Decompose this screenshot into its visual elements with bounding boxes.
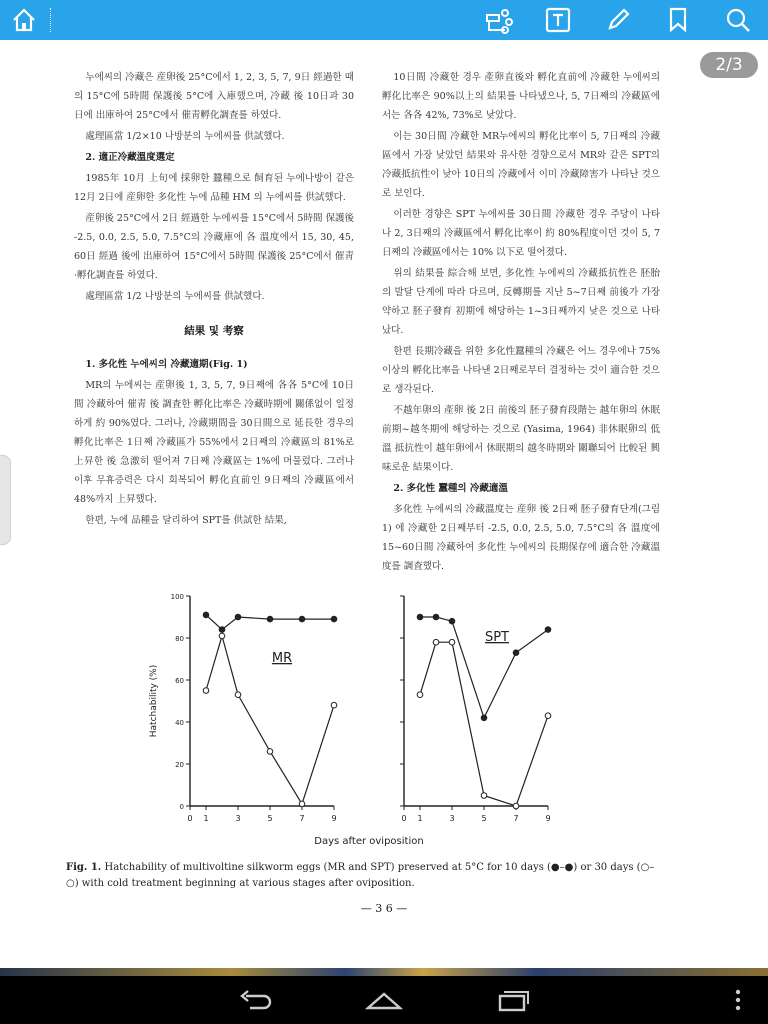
paragraph: 産卵後 25°C에서 2日 經過한 누에씨를 15°C에서 5時間 保護後 -2.5, 0.0, 2.5, 5.0, 7.5°C의 冷藏庫에 各 溫度에서 15, 30, 45, 60日 經過 後에 出庫하여 15°C에서 5時間 保護後 25°C에서 催靑·孵化調査를 하였다. [74, 213, 354, 281]
overflow-menu-icon[interactable] [718, 984, 758, 1016]
paragraph: 10日間 冷藏한 경우 產卵直後와 孵化直前에 冷藏한 누에씨의 孵化比率은 90%以上의 結果를 나타냈으나, 5, 7日째의 冷藏區에서는 各各 42%, 73%로 낮았다. [382, 72, 660, 121]
page-number: — 3 6 — [360, 902, 408, 915]
caption-text: Hatchability of multivoltine silkworm eggs (MR and SPT) preserved at 5°C for 10 days (●–●) or 30 days (○–○) with cold treatment beginning at various stages after oviposition. [66, 862, 655, 889]
search-icon[interactable] [722, 4, 754, 36]
caption-label: Fig. 1. [66, 862, 102, 873]
data-point [513, 803, 519, 809]
home-icon[interactable] [360, 984, 408, 1016]
side-drawer-handle[interactable] [0, 455, 11, 545]
x-tick-label: 3 [235, 814, 241, 823]
x-tick-label: 5 [267, 814, 273, 823]
paragraph: 處理區當 1/2×10 나방분의 누에씨를 供試했다. [85, 131, 285, 142]
section-heading: 1. 多化性 누에씨의 冷藏適期(Fig. 1) [85, 359, 248, 370]
data-point [219, 633, 225, 639]
paragraph: 處理區當 1/2 나방분의 누에씨를 供試했다. [85, 291, 265, 302]
paragraph: 이러한 경향은 SPT 누에씨를 30日間 冷藏한 경우 주당이 나타나 2, 3日째의 冷藏區에서 孵化比率이 約 80%程度이던 것이 5, 7日째의 冷藏區에서는 10% 以下로 떨어졌다. [382, 209, 660, 258]
y-tick-label: 80 [175, 635, 184, 643]
data-point [449, 618, 455, 624]
data-point [235, 692, 241, 698]
paragraph: 1985年 10月 上旬에 採卵한 蠶種으로 飼育된 누에나방이 같은 12月 2日에 産卵한 多化性 누에 品種 HM 의 누에씨를 供試했다. [74, 173, 354, 203]
x-tick-label: 1 [203, 814, 209, 823]
page-indicator: 2/3 [700, 52, 758, 78]
ad-banner-strip [0, 968, 768, 976]
data-point [299, 801, 305, 807]
app-toolbar [0, 0, 768, 40]
x-tick-label: 7 [513, 814, 519, 823]
x-tick-label: 1 [417, 814, 423, 823]
data-point [267, 749, 273, 755]
y-tick-label: 40 [175, 719, 184, 727]
paragraph: 누에씨의 冷藏은 産卵後 25°C에서 1, 2, 3, 5, 7, 9日 經過한 때의 15°C에 5時間 保護後 5°C에 入庫했으며, 冷藏 後 10日과 30日에 出庫하여 25°C에서 催靑孵化調査를 하였다. [74, 72, 354, 121]
paragraph: 多化性 누에씨의 冷藏溫度는 産卵 後 2日째 胚子發育단계(그림 1) 에 冷藏한 2日째부터 -2.5, 0.0, 2.5, 5.0, 7.5°C의 各 溫度에 15~60日間 冷藏하여 多化性 누에씨의 長期保存에 適合한 冷藏溫度를 調査했다. [382, 504, 660, 572]
data-point [267, 616, 273, 622]
data-point [299, 616, 305, 622]
data-point [545, 627, 551, 633]
y-tick-label: 0 [179, 803, 184, 811]
series-line [206, 636, 334, 804]
x-tick-label: 9 [545, 814, 551, 823]
y-tick-label: 60 [175, 677, 184, 685]
data-point [331, 616, 337, 622]
x-axis-label: Days after oviposition [314, 836, 424, 847]
paragraph: 이는 30日間 冷藏한 MR누에씨의 孵化比率이 5, 7日째의 冷藏區에서 가장 낮았던 結果와 유사한 경향으로서 MR와 같은 SPT의 冷藏抵抗性이 낮아 10日의 冷藏에서 이미 冷藏障害가 나타난 것으로 보인다. [382, 131, 660, 199]
document-page[interactable] [0, 40, 768, 968]
data-point [219, 627, 225, 633]
figure-caption [66, 860, 666, 892]
bookmark-icon[interactable] [662, 4, 694, 36]
pen-icon[interactable] [602, 4, 634, 36]
data-point [433, 614, 439, 620]
hatchability-figure [0, 40, 768, 968]
paragraph: MR의 누에씨는 産卵後 1, 3, 5, 7, 9日째에 各各 5°C에 10日間 冷藏하여 催靑 後 調査한 孵化比率은 冷藏時期에 關係없이 일정하게 約 90%였다. 그러나, 冷藏期間을 30日間으로 延長한 경우의 孵化比率은 1日째 冷藏區가 55%에서 2日째의 冷藏區의 81%로 上昇한 後 急激히 떨어져 7日째 冷藏區는 1%에 머물렀다. 그러나 이후 무휴증력은 다시 회복되어 孵化直前인 9日째의 冷藏區에서 48%까지 上昇했다. [74, 380, 354, 505]
data-point [449, 639, 455, 645]
data-point [235, 614, 241, 620]
chart-title: SPT [484, 630, 510, 645]
toolbar-divider [50, 8, 53, 32]
data-point [481, 793, 487, 799]
x-tick-label: 5 [481, 814, 487, 823]
x-tick-label: 7 [299, 814, 305, 823]
data-point [203, 688, 209, 694]
chart-title: MR [271, 651, 293, 666]
paragraph: 위의 結果를 綜合해 보면, 多化性 누에씨의 冷藏抵抗性은 胚胎의 발달 단계에 따라 다르며, 反轉期를 지난 5~7日째 前後가 가장 약하고 胚子發育 初期에 해당하는 1~3日째까지 낮은 것으로 나타났다. [382, 268, 660, 336]
data-point [433, 639, 439, 645]
data-point [203, 612, 209, 618]
data-point [513, 650, 519, 656]
data-point [417, 614, 423, 620]
home-icon[interactable] [8, 4, 40, 36]
data-point [481, 715, 487, 721]
data-point [545, 713, 551, 719]
share-icon[interactable] [482, 4, 514, 36]
text-icon[interactable] [542, 4, 574, 36]
paragraph: 不越年卵의 產卵 後 2日 前後의 胚子發育段階는 越年卵의 休眠前期~越冬期에 해당하는 것으로 (Yasima, 1964) 非休眠卵의 低溫 抵抗性이 越年卵에서 休眠期의 越冬時期와 關聯되어 比較된 興味로운 結果이다. [382, 405, 660, 473]
paragraph: 한편, 누에 品種을 달리하여 SPT를 供試한 結果, [85, 515, 287, 526]
x-tick-label: 0 [187, 814, 193, 823]
system-navigation-bar [0, 976, 768, 1024]
section-heading: 2. 適正冷藏溫度選定 [85, 152, 175, 163]
x-tick-label: 3 [449, 814, 455, 823]
data-point [417, 692, 423, 698]
y-tick-label: 100 [170, 593, 184, 601]
paragraph: 한편 長期冷藏을 위한 多化性蠶種의 冷藏은 어느 경우에나 75% 이상의 孵化比率을 나타낸 2日째로부터 결정하는 것이 適合한 것으로 생각된다. [382, 346, 660, 395]
series-line [420, 642, 548, 806]
section-heading: 2. 多化性 蠶種의 冷藏適溫 [393, 483, 508, 494]
x-tick-label: 9 [331, 814, 337, 823]
back-icon[interactable] [232, 984, 280, 1016]
recent-apps-icon[interactable] [488, 984, 536, 1016]
y-axis-label: Hatchability (%) [149, 664, 159, 738]
x-tick-label: 0 [401, 814, 407, 823]
y-tick-label: 20 [175, 761, 184, 769]
data-point [331, 702, 337, 708]
results-heading: 結果 및 考察 [184, 325, 244, 337]
